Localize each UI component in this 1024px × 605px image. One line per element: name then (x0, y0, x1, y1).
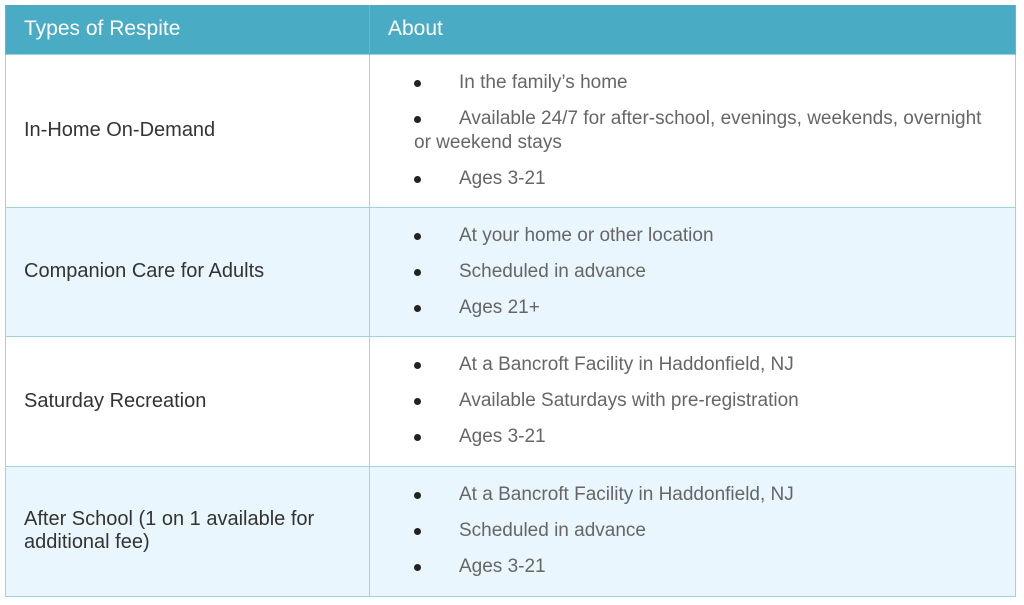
table-row (6, 466, 1016, 596)
table-header (6, 5, 1016, 54)
table-row (6, 207, 1016, 336)
about-item-text: Available Saturdays with pre-registration (459, 390, 799, 411)
about-list-item (414, 71, 995, 95)
about-list-item (414, 483, 995, 507)
about-item-text: Available 24/7 for after-school, evenings, weekends, overnight or weekend stays (414, 107, 982, 153)
about-list-item (414, 555, 995, 579)
about-list-item (414, 260, 995, 284)
header-about: About (370, 5, 1016, 54)
about-cell (370, 466, 1016, 596)
about-list-item (414, 107, 995, 155)
about-cell (370, 207, 1016, 336)
respite-type-cell: After School (1 on 1 available for additional fee) (6, 466, 370, 596)
respite-type-cell: Companion Care for Adults (6, 207, 370, 336)
bullet-icon (414, 116, 421, 123)
bullet-icon (414, 528, 421, 535)
respite-types-table (5, 5, 1016, 597)
about-item-text: At a Bancroft Facility in Haddonfield, NJ (459, 354, 794, 375)
about-list-item (414, 425, 995, 449)
about-list (414, 353, 995, 449)
header-types-of-respite: Types of Respite (6, 5, 370, 54)
about-cell (370, 336, 1016, 466)
bullet-icon (414, 269, 421, 276)
about-item-text: Ages 3-21 (459, 556, 546, 577)
about-item-text: At your home or other location (459, 224, 714, 246)
about-item-text: Ages 21+ (459, 296, 540, 318)
about-item-text: At a Bancroft Facility in Haddonfield, NJ (459, 484, 794, 505)
about-item-text: Ages 3-21 (459, 167, 546, 189)
about-list-item (414, 167, 995, 191)
about-list (414, 483, 995, 579)
bullet-icon (414, 305, 421, 312)
about-list-item (414, 224, 995, 248)
bullet-icon (414, 80, 421, 87)
about-list (414, 71, 995, 191)
bullet-icon (414, 492, 421, 499)
about-item-text: Ages 3-21 (459, 426, 546, 447)
bullet-icon (414, 362, 421, 369)
about-item-text: Scheduled in advance (459, 260, 646, 282)
respite-type-cell: In-Home On-Demand (6, 54, 370, 207)
about-cell (370, 54, 1016, 207)
about-list (414, 224, 995, 320)
table-row (6, 336, 1016, 466)
about-list-item (414, 389, 995, 413)
about-list-item (414, 296, 995, 320)
table-body (6, 54, 1016, 596)
bullet-icon (414, 176, 421, 183)
bullet-icon (414, 564, 421, 571)
respite-table-container (5, 5, 1015, 597)
about-item-text: Scheduled in advance (459, 520, 646, 541)
header-row (6, 5, 1016, 54)
bullet-icon (414, 233, 421, 240)
respite-type-cell: Saturday Recreation (6, 336, 370, 466)
bullet-icon (414, 434, 421, 441)
bullet-icon (414, 398, 421, 405)
about-list-item (414, 353, 995, 377)
about-list-item (414, 519, 995, 543)
about-item-text: In the family’s home (459, 71, 628, 93)
table-row (6, 54, 1016, 207)
